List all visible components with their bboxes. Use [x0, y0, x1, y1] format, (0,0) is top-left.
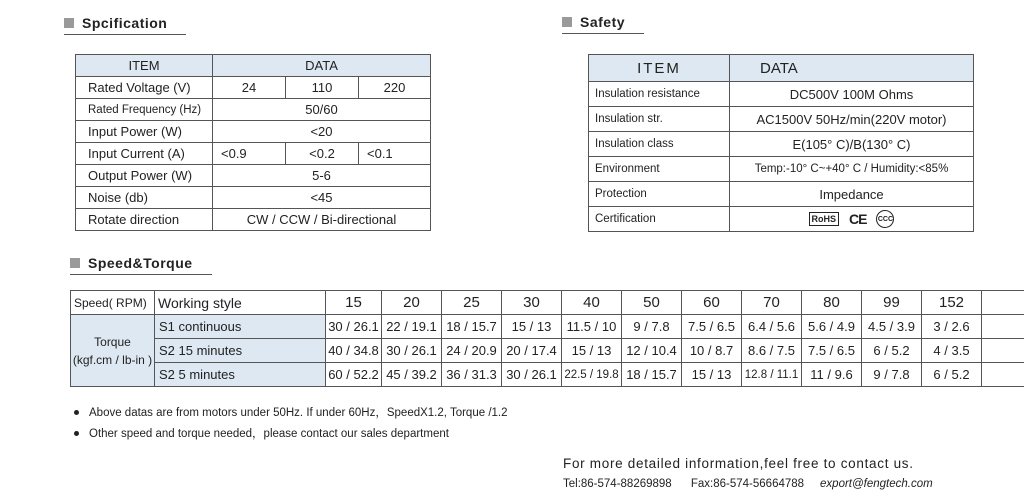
- torque-value: [982, 339, 1024, 363]
- torque-value: [982, 315, 1024, 339]
- torque-value: 6.4 / 5.6: [742, 315, 802, 339]
- torque-value: [982, 363, 1024, 387]
- speed-value: 99: [862, 291, 922, 315]
- torque-value: 20 / 17.4: [502, 339, 562, 363]
- spec-title-text: Spcification: [82, 15, 168, 31]
- spec-value: <0.2: [286, 143, 359, 165]
- torque-value: 22.5 / 19.8: [562, 363, 622, 387]
- note-item: [74, 404, 508, 420]
- spec-value: CW / CCW / Bi-directional: [213, 209, 431, 231]
- spec-label: Rotate direction: [76, 209, 213, 231]
- torque-value: 30 / 26.1: [502, 363, 562, 387]
- spec-value: <0.9: [213, 143, 286, 165]
- bullet-dot-icon: [74, 410, 79, 415]
- square-bullet-icon: [70, 258, 80, 268]
- torque-value: 30 / 26.1: [326, 315, 382, 339]
- spec-label: Output Power (W): [76, 165, 213, 187]
- torque-value: 24 / 20.9: [442, 339, 502, 363]
- spec-table: [75, 54, 431, 231]
- safety-section-title: [562, 14, 644, 34]
- safety-row: [589, 82, 974, 107]
- safety-header-data: DATA: [730, 55, 974, 82]
- torque-value: 7.5 / 6.5: [682, 315, 742, 339]
- speed-label: Speed( RPM): [71, 291, 155, 315]
- contact-fax: Fax:86-574-56664788: [690, 478, 805, 490]
- working-style: S2 5 minutes: [155, 363, 326, 387]
- spec-row-noise: [76, 187, 431, 209]
- spec-value: 50/60: [213, 99, 431, 121]
- safety-value: E(105° C)/B(130° C): [730, 132, 974, 157]
- contact-line: For more detailed information,feel free to contact us.: [563, 456, 914, 471]
- speed-torque-title-text: Speed&Torque: [88, 255, 193, 271]
- speed-value: 40: [562, 291, 622, 315]
- spec-label: Rated Voltage (V): [76, 77, 213, 99]
- torque-label: [71, 315, 155, 387]
- contact-block: [563, 456, 933, 490]
- safety-row: [589, 182, 974, 207]
- bullet-dot-icon: [74, 431, 79, 436]
- contact-details: [563, 478, 933, 490]
- safety-title-text: Safety: [580, 14, 626, 30]
- speed-value: 30: [502, 291, 562, 315]
- safety-value: Temp:-10° C~+40° C / Humidity:<85%: [730, 157, 974, 182]
- speed-value: 60: [682, 291, 742, 315]
- torque-value: 15 / 13: [502, 315, 562, 339]
- speed-value: 70: [742, 291, 802, 315]
- spec-row-input-power: [76, 121, 431, 143]
- note-text: Other speed and torque needed，please contact our sales department: [89, 428, 449, 440]
- torque-value: 40 / 34.8: [326, 339, 382, 363]
- torque-label-line1: Torque: [94, 334, 131, 349]
- torque-value: 30 / 26.1: [382, 339, 442, 363]
- spec-value: <20: [213, 121, 431, 143]
- torque-value: 15 / 13: [562, 339, 622, 363]
- spec-label: Noise (db): [76, 187, 213, 209]
- spec-value: 24: [213, 77, 286, 99]
- torque-value: 15 / 13: [682, 363, 742, 387]
- torque-value: 6 / 5.2: [922, 363, 982, 387]
- torque-value: 12.8 / 11.1: [742, 363, 802, 387]
- spec-row-input-current: [76, 143, 431, 165]
- safety-value: Impedance: [730, 182, 974, 207]
- spec-value: <0.1: [359, 143, 431, 165]
- torque-value: 8.6 / 7.5: [742, 339, 802, 363]
- spec-label: Rated Frequency (Hz): [76, 99, 213, 121]
- ce-mark-icon: CE: [849, 211, 867, 227]
- torque-value: 11.5 / 10: [562, 315, 622, 339]
- torque-value: 7.5 / 6.5: [802, 339, 862, 363]
- torque-value: 12 / 10.4: [622, 339, 682, 363]
- safety-header-row: [589, 55, 974, 82]
- speed-value: 50: [622, 291, 682, 315]
- safety-row: [589, 132, 974, 157]
- spec-value: 110: [286, 77, 359, 99]
- safety-label: Insulation class: [589, 132, 730, 157]
- safety-row: [589, 207, 974, 232]
- speed-torque-table: [70, 290, 1024, 387]
- torque-value: 10 / 8.7: [682, 339, 742, 363]
- note-item: [74, 425, 449, 441]
- spec-value: <45: [213, 187, 431, 209]
- contact-tel: Tel:86-574-88269898: [563, 478, 672, 490]
- certification-marks: [730, 207, 974, 232]
- spec-header-item: ITEM: [76, 55, 213, 77]
- torque-value: 45 / 39.2: [382, 363, 442, 387]
- safety-row: [589, 107, 974, 132]
- safety-value: AC1500V 50Hz/min(220V motor): [730, 107, 974, 132]
- speed-row: [71, 291, 1024, 315]
- working-style-label: Working style: [155, 291, 326, 315]
- torque-value: 3 / 2.6: [922, 315, 982, 339]
- working-style: S1 continuous: [155, 315, 326, 339]
- ccc-mark-icon: CCC: [876, 210, 894, 228]
- torque-row-s2-5: [71, 363, 1024, 387]
- working-style: S2 15 minutes: [155, 339, 326, 363]
- safety-label: Environment: [589, 157, 730, 182]
- speed-value: [982, 291, 1024, 315]
- speed-value: 20: [382, 291, 442, 315]
- speed-value: 152: [922, 291, 982, 315]
- torque-value: 4 / 3.5: [922, 339, 982, 363]
- torque-value: 18 / 15.7: [442, 315, 502, 339]
- spec-label: Input Power (W): [76, 121, 213, 143]
- square-bullet-icon: [562, 17, 572, 27]
- safety-label: Insulation resistance: [589, 82, 730, 107]
- safety-value: DC500V 100M Ohms: [730, 82, 974, 107]
- torque-label-line2: (kgf.cm / lb-in ): [72, 352, 153, 367]
- note-text: Above datas are from motors under 50Hz. If under 60Hz，SpeedX1.2, Torque /1.2: [89, 407, 508, 419]
- safety-row: [589, 157, 974, 182]
- speed-value: 15: [326, 291, 382, 315]
- spec-label: Input Current (A): [76, 143, 213, 165]
- spec-value: 220: [359, 77, 431, 99]
- spec-row-rotate: [76, 209, 431, 231]
- spec-row-rated-frequency: [76, 99, 431, 121]
- spec-header-row: [76, 55, 431, 77]
- safety-header-item: ITEM: [589, 55, 730, 82]
- torque-row-s1: [71, 315, 1024, 339]
- torque-value: 18 / 15.7: [622, 363, 682, 387]
- contact-email[interactable]: export@fengtech.com: [820, 478, 933, 490]
- safety-label: Protection: [589, 182, 730, 207]
- spec-row-output-power: [76, 165, 431, 187]
- spec-value: 5-6: [213, 165, 431, 187]
- torque-value: 36 / 31.3: [442, 363, 502, 387]
- torque-value: 11 / 9.6: [802, 363, 862, 387]
- torque-value: 22 / 19.1: [382, 315, 442, 339]
- safety-label: Insulation str.: [589, 107, 730, 132]
- speed-value: 25: [442, 291, 502, 315]
- safety-table: [588, 54, 974, 232]
- torque-value: 5.6 / 4.9: [802, 315, 862, 339]
- speed-value: 80: [802, 291, 862, 315]
- spec-row-rated-voltage: [76, 77, 431, 99]
- safety-label: Certification: [589, 207, 730, 232]
- spec-header-data: DATA: [213, 55, 431, 77]
- spec-section-title: [64, 15, 186, 35]
- torque-row-s2-15: [71, 339, 1024, 363]
- speed-torque-section-title: [70, 255, 212, 275]
- torque-value: 6 / 5.2: [862, 339, 922, 363]
- square-bullet-icon: [64, 18, 74, 28]
- rohs-mark-icon: RoHS: [809, 212, 840, 226]
- torque-value: 9 / 7.8: [862, 363, 922, 387]
- torque-value: 4.5 / 3.9: [862, 315, 922, 339]
- torque-value: 9 / 7.8: [622, 315, 682, 339]
- torque-value: 60 / 52.2: [326, 363, 382, 387]
